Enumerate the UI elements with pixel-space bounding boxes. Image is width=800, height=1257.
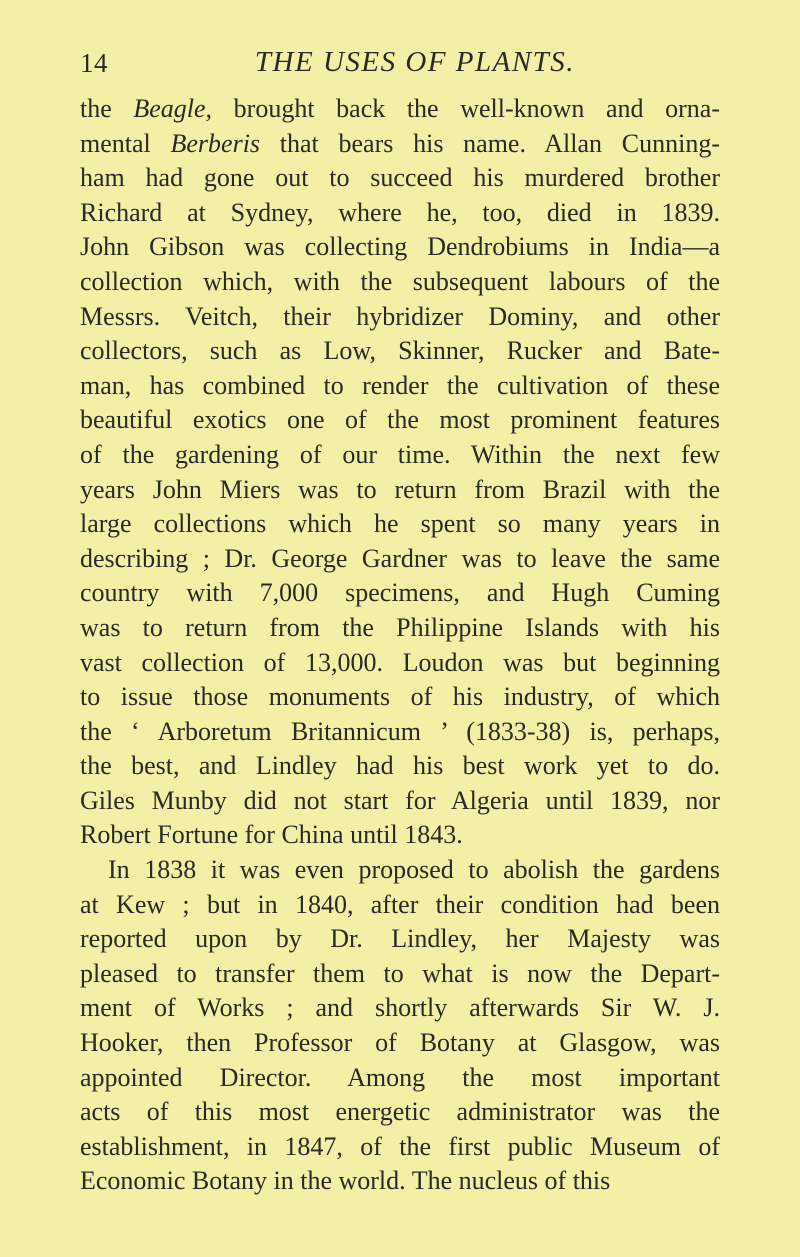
text-run: appointed Director. Among the most important xyxy=(80,1062,720,1092)
text-run: Economic Botany in the world. The nucleus of this xyxy=(80,1166,611,1196)
italic-text-run: Beagle, xyxy=(133,94,213,123)
text-run: vast collection of 13,000. Loudon was but beginning xyxy=(80,647,720,677)
text-line xyxy=(80,265,720,300)
text-line xyxy=(80,715,720,750)
text-run: brought back the well-known and orna- xyxy=(212,94,720,123)
text-line xyxy=(80,1061,720,1096)
text-run: acts of this most energetic administrator was the xyxy=(80,1097,720,1127)
text-run: establishment, in 1847, of the first public Museum of xyxy=(80,1131,720,1161)
text-line xyxy=(80,818,720,853)
text-run: at Kew ; but in 1840, after their condition had been xyxy=(80,889,720,919)
text-run: that bears his name. Allan Cunning- xyxy=(260,128,720,158)
text-line xyxy=(80,1164,720,1199)
text-line xyxy=(80,646,720,681)
text-line xyxy=(80,542,720,577)
text-line xyxy=(80,300,720,335)
text-line xyxy=(80,680,720,715)
text-line xyxy=(80,507,720,542)
text-run: ment of Works ; and shortly afterwards Sir W. J. xyxy=(80,993,720,1023)
text-line xyxy=(80,438,720,473)
text-line xyxy=(80,888,720,923)
text-line xyxy=(80,369,720,404)
text-run: the ‘ Arboretum Britannicum ’ (1833-38) is, perhaps, xyxy=(80,716,720,746)
text-run: Messrs. Veitch, their hybridizer Dominy, and other xyxy=(80,301,720,331)
text-line xyxy=(80,473,720,508)
text-line xyxy=(80,853,720,888)
text-line xyxy=(80,334,720,369)
text-run: country with 7,000 specimens, and Hugh Cuming xyxy=(80,578,720,608)
text-run: ham had gone out to succeed his murdered brother xyxy=(80,163,720,193)
text-run: John Gibson was collecting Dendrobiums in India—a xyxy=(80,232,720,262)
text-run: Robert Fortune for China until 1843. xyxy=(80,820,463,850)
text-run: reported upon by Dr. Lindley, her Majesty was xyxy=(80,924,720,954)
page-header xyxy=(80,46,720,86)
text-run: years John Miers was to return from Brazil with the xyxy=(80,474,720,504)
text-run: Giles Munby did not start for Algeria until 1839, nor xyxy=(80,785,720,815)
text-line xyxy=(80,403,720,438)
paragraph xyxy=(80,853,720,1199)
running-title: THE USES OF PLANTS. xyxy=(254,46,576,78)
text-run: beautiful exotics one of the most prominent features xyxy=(80,405,720,435)
paragraph xyxy=(80,92,720,853)
page-number: 14 xyxy=(80,48,108,78)
body-text xyxy=(80,92,720,1199)
text-run: to issue those monuments of his industry, of which xyxy=(80,682,720,712)
text-line xyxy=(80,991,720,1026)
text-line xyxy=(80,230,720,265)
text-run: mental xyxy=(80,128,171,158)
text-run: Hooker, then Professor of Botany at Glasgow, was xyxy=(80,1028,720,1058)
text-run: Richard at Sydney, where he, too, died in 1839. xyxy=(80,197,720,227)
text-run: was to return from the Philippine Islands with his xyxy=(80,612,720,642)
text-line xyxy=(80,92,720,127)
text-line xyxy=(80,161,720,196)
text-line xyxy=(80,576,720,611)
text-line xyxy=(80,1095,720,1130)
text-run: of the gardening of our time. Within the next few xyxy=(80,439,720,469)
text-run: man, has combined to render the cultivation of these xyxy=(80,370,720,400)
text-line xyxy=(80,611,720,646)
italic-text-run: Berberis xyxy=(170,128,261,158)
text-line xyxy=(80,1026,720,1061)
text-run: pleased to transfer them to what is now the Depart- xyxy=(80,958,720,988)
text-line xyxy=(80,1130,720,1165)
text-line xyxy=(80,196,720,231)
text-run: the xyxy=(80,94,134,123)
text-run: collection which, with the subsequent labours of the xyxy=(80,266,720,296)
text-line xyxy=(80,922,720,957)
text-run: the best, and Lindley had his best work yet to do. xyxy=(80,751,720,781)
text-run: collectors, such as Low, Skinner, Rucker and Bate- xyxy=(80,336,720,366)
text-line xyxy=(80,127,720,162)
text-run: In 1838 it was even proposed to abolish the gardens xyxy=(108,855,720,885)
text-line xyxy=(80,957,720,992)
text-run: describing ; Dr. George Gardner was to leave the same xyxy=(80,543,720,573)
text-run: large collections which he spent so many years in xyxy=(80,509,720,539)
text-line xyxy=(80,784,720,819)
text-line xyxy=(80,749,720,784)
